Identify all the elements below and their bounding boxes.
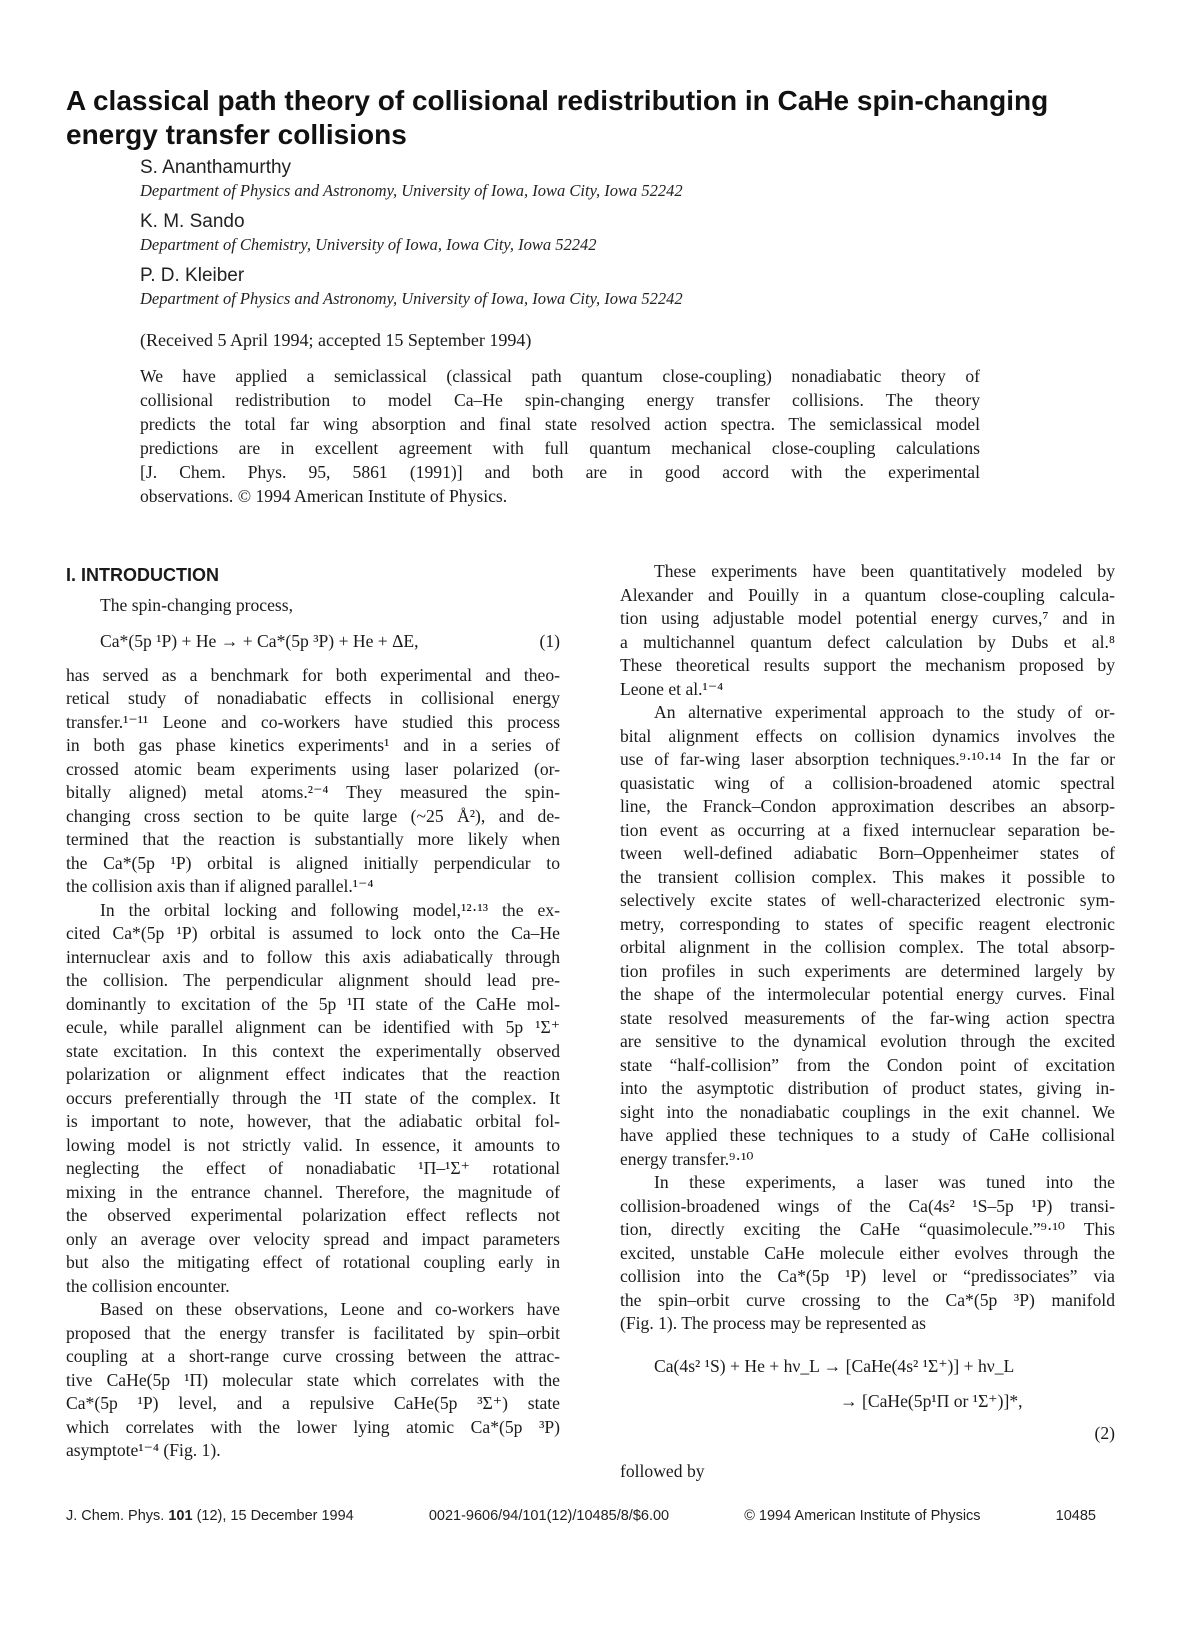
paragraph-line: orbital alignment in the collision complex. The total absorp-	[620, 937, 1115, 957]
page-footer	[66, 1508, 1096, 1524]
right-column	[620, 560, 1115, 1483]
paragraph-line: the collision encounter.	[66, 1275, 230, 1296]
paragraph-line: neglecting the effect of nonadiabatic ¹Π–¹Σ⁺ rotational	[66, 1158, 560, 1178]
paragraph-line: the collision axis than if aligned parallel.¹⁻⁴	[66, 876, 374, 896]
paragraph-line: selectively excite states of well-characterized electronic sym-	[620, 890, 1115, 910]
paragraph-line: termined that the reaction is substantially more likely when	[66, 829, 560, 849]
paragraph-line: These experiments have been quantitatively modeled by	[654, 561, 1115, 581]
paragraph-line: coupling at a short-range curve crossing between the attrac-	[66, 1346, 560, 1366]
paragraph-line: in both gas phase kinetics experiments¹ and in a series of	[66, 735, 560, 755]
paragraph-line: only an average over velocity spread and impact parameters	[66, 1228, 560, 1249]
copyright: © 1994 American Institute of Physics	[744, 1508, 981, 1524]
paragraph-line: tion profiles in such experiments are determined largely by	[620, 960, 1115, 981]
paragraph-line: a multichannel quantum defect calculation by Dubs et al.⁸	[620, 631, 1115, 652]
paragraph-line: tween well-defined adiabatic Born–Oppenheimer states of	[620, 843, 1115, 863]
paragraph-line: state excitation. In this context the experimentally observed	[66, 1040, 560, 1061]
abstract-line: predicts the total far wing absorption and final state resolved action spectra. The semiclassical model	[140, 414, 980, 434]
equation-number: (1)	[539, 630, 560, 651]
author-name: P. D. Kleiber	[140, 265, 245, 286]
paragraph-line: the observed experimental polarization effect reflects not	[66, 1205, 560, 1225]
paragraph-line: the transient collision complex. This makes it possible to	[620, 866, 1115, 887]
paragraph-line: retical study of nonadiabatic effects in collisional energy	[66, 688, 560, 708]
equation-text: Ca*(5p ¹P) + He → + Ca*(5p ³P) + He + ΔE,	[100, 630, 419, 651]
paragraph-line: collision into the Ca*(5p ¹P) level or “predissociates” via	[620, 1266, 1115, 1286]
paragraph-line: transfer.¹⁻¹¹ Leone and co-workers have studied this process	[66, 711, 560, 732]
paragraph-line: metry, corresponding to states of specific reagent electronic	[620, 913, 1115, 934]
paragraph-line: internuclear axis and to follow this axis adiabatically through	[66, 946, 560, 967]
paragraph-line: sight into the nonadiabatic couplings in the exit channel. We	[620, 1101, 1115, 1122]
author-affiliation: Department of Chemistry, University of Iowa, Iowa City, Iowa 52242	[140, 235, 597, 254]
paragraph-line: quasistatic wing of a collision-broadened atomic spectral	[620, 772, 1115, 793]
paragraph-line: In these experiments, a laser was tuned into the	[654, 1172, 1115, 1192]
paragraph-line: the Ca*(5p ¹P) orbital is aligned initially perpendicular to	[66, 852, 560, 873]
paragraph-line: tion using adjustable model potential energy curves,⁷ and in	[620, 608, 1115, 628]
paragraph-line: use of far-wing laser absorption techniques.⁹·¹⁰·¹⁴ In the far or	[620, 749, 1115, 769]
paragraph-line: cited Ca*(5p ¹P) orbital is assumed to lock onto the Ca–He	[66, 923, 560, 943]
equation-1	[66, 618, 560, 664]
author-affiliation: Department of Physics and Astronomy, University of Iowa, Iowa City, Iowa 52242	[140, 181, 683, 200]
paragraph-line: tion, directly exciting the CaHe “quasimolecule.”⁹·¹⁰ This	[620, 1219, 1115, 1239]
paragraph-line: An alternative experimental approach to the study of or-	[654, 702, 1115, 722]
paragraph-line: mixing in the entrance channel. Therefore, the magnitude of	[66, 1181, 560, 1202]
paragraph-line: are sensitive to the dynamical evolution through the excited	[620, 1031, 1115, 1051]
paragraph-line: the collision. The perpendicular alignment should lead pre-	[66, 970, 560, 990]
paragraph-line: collision-broadened wings of the Ca(4s² ¹S–5p ¹P) transi-	[620, 1195, 1115, 1216]
author-name: S. Ananthamurthy	[140, 157, 292, 178]
equation-number: (2)	[1094, 1422, 1115, 1443]
section-heading: I. INTRODUCTION	[66, 565, 219, 585]
paragraph-line: The spin-changing process,	[100, 595, 293, 615]
paragraph-line: Alexander and Pouilly in a quantum close-coupling calcula-	[620, 584, 1115, 605]
paragraph-line: but also the mitigating effect of rotational coupling early in	[66, 1252, 560, 1272]
equation-2-line1: Ca(4s² ¹S) + He + hν_L → [CaHe(4s² ¹Σ⁺)] + hν_L	[654, 1355, 1015, 1376]
paragraph-line: asymptote¹⁻⁴ (Fig. 1).	[66, 1440, 221, 1460]
paragraph-line: energy transfer.⁹·¹⁰	[620, 1148, 754, 1169]
abstract	[140, 364, 980, 508]
paragraph-line: has served as a benchmark for both experimental and theo-	[66, 664, 560, 685]
equation-2-line2: → [CaHe(5p¹Π or ¹Σ⁺)]*,	[840, 1390, 1023, 1411]
paragraph-line: occurs preferentially through the ¹Π state of the complex. It	[66, 1087, 560, 1108]
journal-citation: J. Chem. Phys. 101 (12), 15 December 1994	[66, 1508, 354, 1524]
abstract-line: [J. Chem. Phys. 95, 5861 (1991)] and both are in good accord with the experimental	[140, 462, 980, 482]
abstract-line: We have applied a semiclassical (classical path quantum close-coupling) nonadiabatic theory of	[140, 366, 980, 386]
article-code: 0021-9606/94/101(12)/10485/8/$6.00	[428, 1508, 670, 1524]
paragraph-line: bitally aligned) metal atoms.²⁻⁴ They measured the spin-	[66, 782, 560, 802]
author-affiliation: Department of Physics and Astronomy, University of Iowa, Iowa City, Iowa 52242	[140, 289, 683, 308]
paragraph-line: proposed that the energy transfer is facilitated by spin–orbit	[66, 1322, 560, 1343]
paragraph-line: crossed atomic beam experiments using laser polarized (or-	[66, 758, 560, 779]
paragraph	[620, 701, 1115, 1171]
paragraph-line: state “half-collision” from the Condon point of excitation	[620, 1054, 1115, 1075]
paragraph-line: ecule, while parallel alignment can be identified with 5p ¹Σ⁺	[66, 1017, 560, 1037]
paper-title: A classical path theory of collisional redistribution in CaHe spin-changing energy transfer collisions	[66, 85, 1049, 150]
paragraph-line: These theoretical results support the mechanism proposed by	[620, 655, 1115, 675]
paragraph-line: bital alignment effects on collision dynamics involves the	[620, 725, 1115, 746]
paragraph	[66, 899, 560, 1299]
received-dates: (Received 5 April 1994; accepted 15 September 1994)	[140, 330, 532, 350]
author-name: K. M. Sando	[140, 211, 245, 232]
paragraph-line: excited, unstable CaHe molecule either evolves through the	[620, 1242, 1115, 1263]
paragraph-line: Leone et al.¹⁻⁴	[620, 678, 724, 699]
paragraph-line: dominantly to excitation of the 5p ¹Π state of the CaHe mol-	[66, 993, 560, 1014]
paragraph-line: tive CaHe(5p ¹Π) molecular state which correlates with the	[66, 1369, 560, 1390]
abstract-line: predictions are in excellent agreement with full quantum mechanical close-coupling calculations	[140, 438, 980, 458]
paragraph-line: line, the Franck–Condon approximation describes an absorp-	[620, 796, 1115, 816]
paragraph	[620, 560, 1115, 701]
paragraph-line: (Fig. 1). The process may be represented as	[620, 1313, 927, 1333]
paragraph	[620, 1171, 1115, 1336]
paragraph	[66, 664, 560, 899]
left-column	[66, 560, 560, 1463]
paragraph-line: changing cross section to be quite large (~25 Å²), and de-	[66, 805, 560, 826]
paragraph-line: followed by	[620, 1460, 705, 1481]
paragraph-line: tion event as occurring at a fixed internuclear separation be-	[620, 819, 1115, 840]
paragraph-line: In the orbital locking and following model,¹²·¹³ the ex-	[100, 899, 560, 920]
paragraph-line: the spin–orbit curve crossing to the Ca*(5p ³P) manifold	[620, 1289, 1115, 1310]
paragraph-line: Ca*(5p ¹P) level, and a repulsive CaHe(5p ³Σ⁺) state	[66, 1393, 560, 1413]
paragraph-line: is important to note, however, that the adiabatic orbital fol-	[66, 1111, 560, 1131]
paragraph-line: into the asymptotic distribution of product states, giving in-	[620, 1078, 1115, 1098]
paragraph-line: have applied these techniques to a study of CaHe collisional	[620, 1125, 1115, 1145]
paragraph-line: lowing model is not strictly valid. In essence, it amounts to	[66, 1134, 560, 1155]
paragraph-line: which correlates with the lower lying atomic Ca*(5p ³P)	[66, 1416, 560, 1437]
abstract-line: collisional redistribution to model Ca–He spin-changing energy transfer collisions. The theory	[140, 390, 980, 410]
paragraph-line: the shape of the intermolecular potential energy curves. Final	[620, 984, 1115, 1004]
page-number: 10485	[1055, 1508, 1096, 1524]
paragraph-line: state resolved measurements of the far-wing action spectra	[620, 1007, 1115, 1028]
abstract-line: observations. © 1994 American Institute of Physics.	[140, 486, 508, 506]
paragraph-line: Based on these observations, Leone and co-workers have	[100, 1299, 560, 1319]
paragraph-line: polarization or alignment effect indicates that the reaction	[66, 1064, 560, 1084]
paragraph	[66, 1298, 560, 1463]
